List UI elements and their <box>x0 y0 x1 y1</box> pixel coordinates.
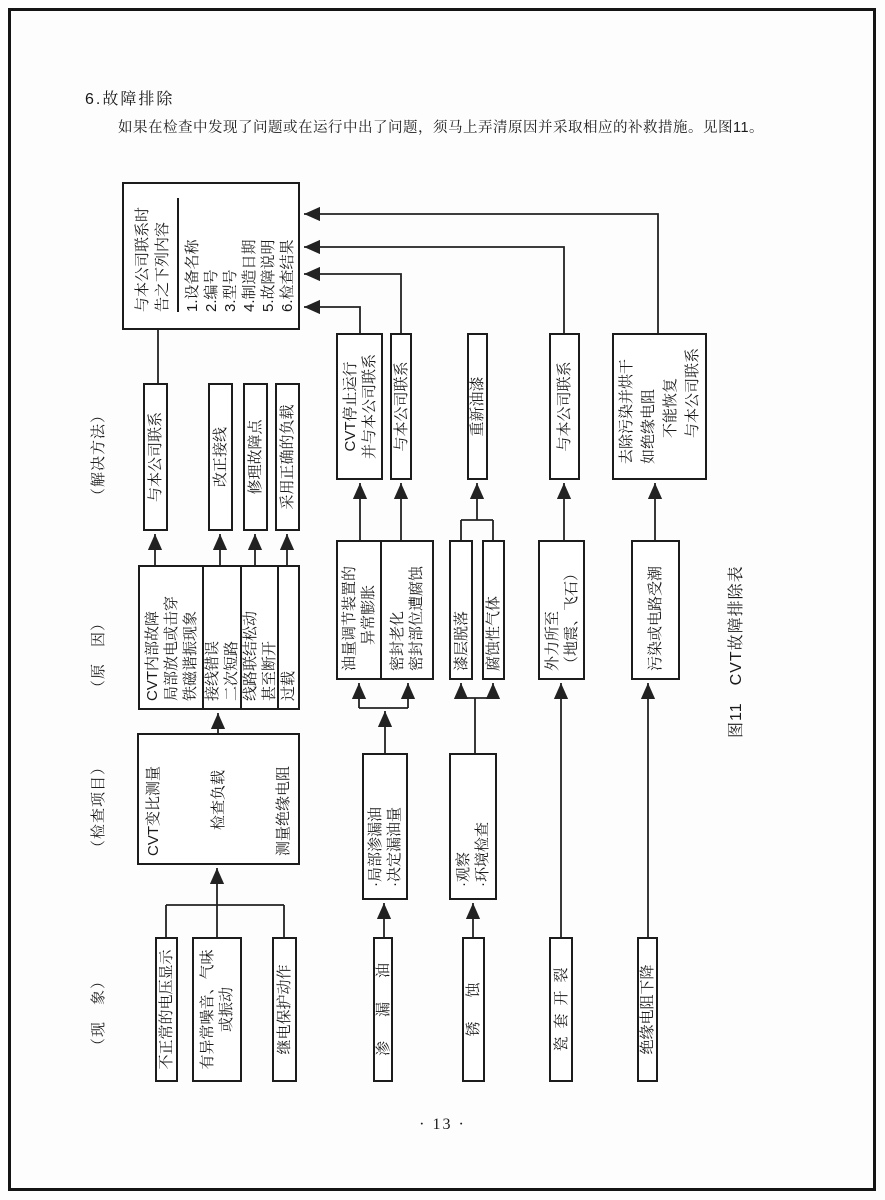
inspection-oil-leak <box>362 753 408 900</box>
solution-line: 并与本公司联系 <box>360 354 378 460</box>
header-inspection: （检查项目） <box>90 758 107 855</box>
solution-stop-cvt <box>336 333 383 480</box>
inspection-observe-env <box>449 753 497 900</box>
inspection-line: 检查负载 <box>210 769 227 830</box>
cause-loose-connection <box>240 565 279 710</box>
cause-paint-peeling: 漆层脱落 <box>449 540 473 680</box>
inspection-ratio-load-insulation <box>137 733 300 865</box>
solution-contact-company-2: 与本公司联系 <box>390 333 412 480</box>
cause-contamination-damp: 污染或电路受潮 <box>631 540 680 680</box>
contact-heading: 告之下列内容 <box>154 221 171 312</box>
section-title: 6.故障排除 <box>85 91 175 108</box>
page-number: · 13 · <box>419 1116 466 1133</box>
contact-item: 1.设备名称 <box>184 239 201 312</box>
phenomenon-relay-action: 继电保护动作 <box>272 937 297 1082</box>
inspection-line: CVT变比测量 <box>145 765 162 856</box>
figure-11-flowchart <box>75 180 765 1095</box>
cause-line: （地震、飞石） <box>562 565 580 671</box>
cause-internal-fault <box>138 565 204 710</box>
contact-item: 3.型号 <box>222 269 239 312</box>
inspection-line: ·局部渗漏油 <box>367 807 384 887</box>
cause-oil-device-expansion <box>336 540 382 680</box>
cause-overload: 过载 <box>277 565 300 710</box>
figure-caption: 图11 CVT故障排除表 <box>728 565 745 738</box>
contact-item: 4.制造日期 <box>241 239 258 312</box>
cause-line: 二次短路 <box>223 640 240 701</box>
cause-line: 密封老化 <box>389 610 406 671</box>
solution-repaint: 重新油漆 <box>467 333 488 480</box>
cause-line: 线路联结松动 <box>241 610 259 701</box>
phenomenon-bushing-crack: 瓷套开裂 <box>549 937 573 1082</box>
phenomenon-oil-leakage: 渗漏油 <box>373 937 393 1082</box>
cause-line: 铁磁谐振现象 <box>181 610 199 701</box>
cause-external-force <box>538 540 585 680</box>
contact-item: 6.检查结果 <box>279 239 296 312</box>
cause-wiring-error <box>202 565 242 710</box>
solution-contact-company-3: 与本公司联系 <box>549 333 580 480</box>
contact-item: 5.故障说明 <box>260 239 277 312</box>
solution-clean-dry <box>612 333 707 480</box>
solution-fix-wiring: 改正接线 <box>208 383 233 531</box>
phenomenon-line: 有异常噪音、气味 <box>199 949 216 1070</box>
phenomenon-line: 或振动 <box>218 987 235 1033</box>
cause-line: 异常膨胀 <box>360 584 377 645</box>
phenomenon-rust: 锈蚀 <box>462 937 485 1082</box>
solution-repair-fault: 修理故障点 <box>243 383 268 531</box>
cause-line: 局部放电或击穿 <box>162 595 180 701</box>
intro-paragraph: 如果在检查中发现了问题或在运行中出了问题，须马上弄清原因并采取相应的补救措施。见图11。 <box>118 120 765 136</box>
solution-contact-company-1: 与本公司联系 <box>143 383 168 531</box>
flowchart-rotated-canvas <box>75 180 765 1095</box>
cause-line: 甚至断开 <box>260 640 278 701</box>
contact-heading: 与本公司联系时 <box>134 206 151 312</box>
phenomenon-insulation-drop: 绝缘电阻下降 <box>637 937 658 1082</box>
cause-line: 油量调节装置的 <box>341 565 358 671</box>
inspection-line: ·观察 <box>455 852 472 887</box>
cause-line: CVT内部故障 <box>143 610 161 701</box>
cause-corrosive-gas: 腐蚀性气体 <box>482 540 505 680</box>
solution-line: 去除污染并烘干 <box>617 358 635 464</box>
inspection-line: ·环境检查 <box>474 822 491 887</box>
cause-line: 外力所至 <box>543 610 561 671</box>
divider-line <box>177 198 179 312</box>
header-solution: （解决方法） <box>90 406 107 503</box>
header-cause: （原 因） <box>90 614 107 695</box>
header-phenomenon: （现 象） <box>90 972 107 1053</box>
contact-info-box <box>122 182 300 330</box>
inspection-line: ·决定漏油量 <box>386 807 403 887</box>
cause-line: 接线错误 <box>204 640 221 701</box>
cause-seal-aging <box>380 540 434 680</box>
solution-line: 与本公司联系 <box>683 347 701 438</box>
inspection-line: 测量绝缘电阻 <box>275 765 292 856</box>
phenomenon-abnormal-voltage: 不正常的电压显示 <box>155 937 178 1082</box>
solution-line: 不能恢复 <box>661 377 679 438</box>
cause-line: 密封部位遭腐蚀 <box>408 565 425 671</box>
contact-item: 2.编号 <box>203 269 220 312</box>
solution-line: CVT停止运行 <box>341 361 359 452</box>
phenomenon-noise-smell <box>192 937 242 1082</box>
solution-use-correct-load: 采用正确的负载 <box>275 383 300 531</box>
solution-line: 如绝缘电阻 <box>639 388 657 464</box>
